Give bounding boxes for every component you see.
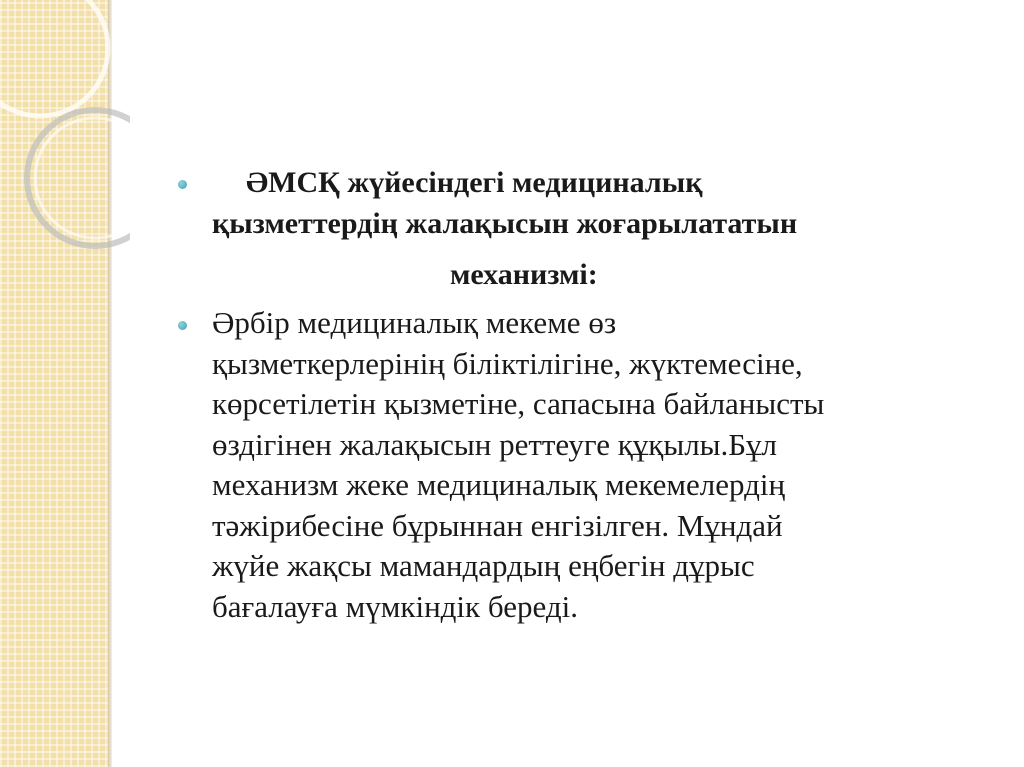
heading-line-2: қызметтердің жалақысын жоғарылататын [212, 207, 798, 240]
body-line: бағалауға мүмкіндік береді. [212, 588, 578, 624]
body-line: механизм жеке медициналық мекемелердің [212, 467, 786, 502]
heading-line-3: механизмі: [450, 258, 598, 291]
decorative-rings-icon [0, 0, 130, 300]
heading-line-1: ӘМСҚ жүйесіндегі медициналық [246, 166, 703, 199]
body-line: Әрбір медициналық мекеме өз [212, 305, 617, 340]
bullet-dot-icon [178, 321, 187, 330]
body-line: жүйе жақсы мамандардың еңбегін дұрыс [212, 548, 755, 583]
bullet-dot-icon [178, 180, 187, 189]
slide-content [178, 162, 968, 627]
body-line: тәжірибесіне бұрыннан енгізілген. Мұндай [212, 507, 783, 543]
heading-bullet-item [178, 162, 968, 295]
body-bullet-item [178, 303, 968, 627]
body-line: қызметкерлерінің біліктілігіне, жүктемесіне, [212, 345, 803, 381]
body-line: өздігінен жалақысын реттеуге құқылы.Бұл [212, 426, 778, 462]
body-line: көрсетілетін қызметіне, сапасына байланысты [212, 386, 825, 421]
